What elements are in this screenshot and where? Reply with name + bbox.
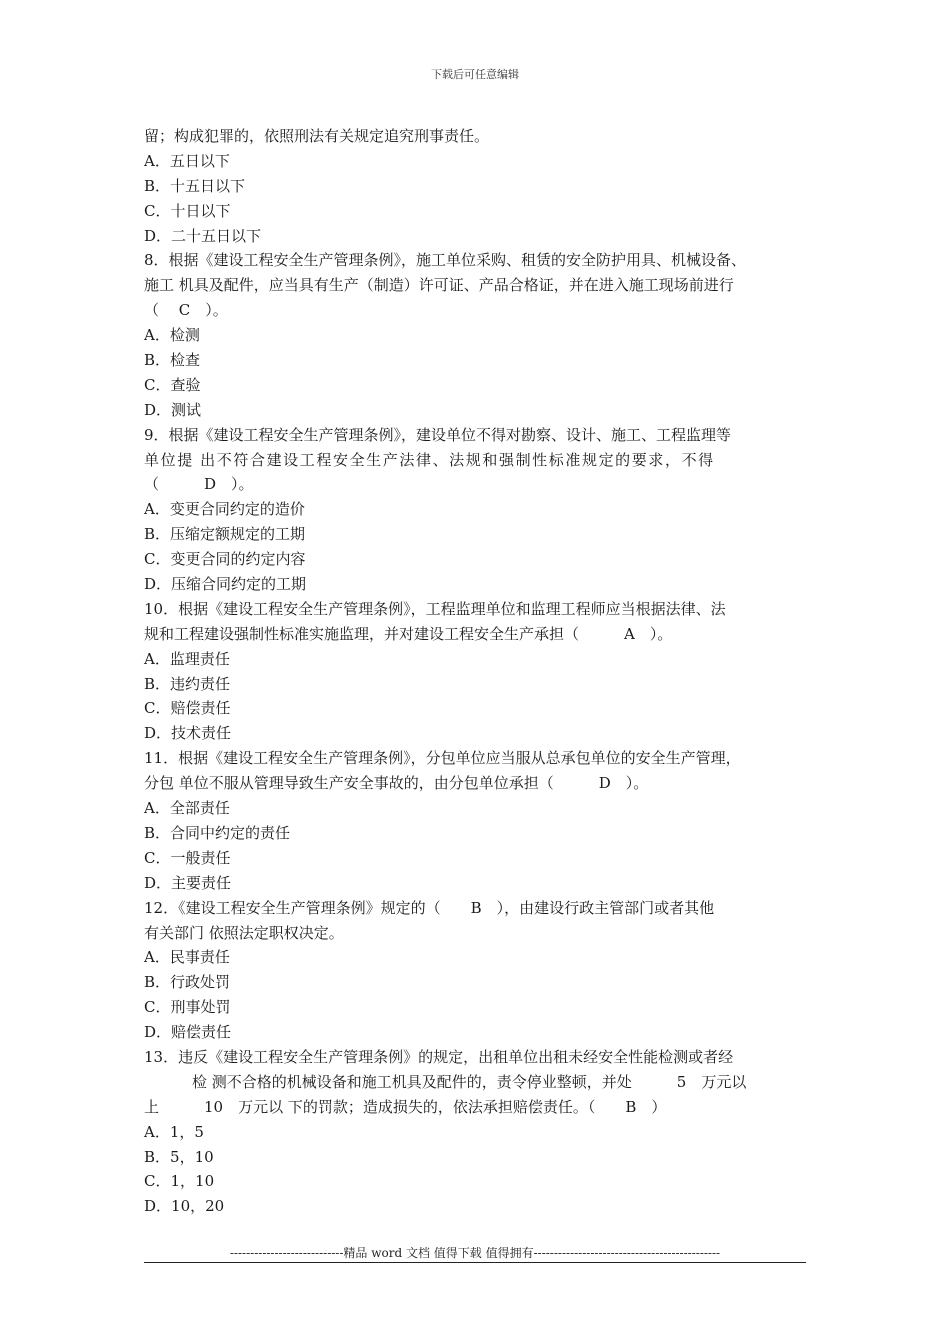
option-a: A．民事责任 — [144, 948, 230, 967]
option-a: A．检测 — [144, 326, 200, 345]
question-12-text: 12．《建设工程安全生产管理条例》规定的（ B ），由建设行政主管部门或者其他 — [144, 898, 715, 917]
question-13-text: 13．违反《建设工程安全生产管理条例》的规定，出租单位出租未经安全性能检测或者经 — [144, 1047, 734, 1066]
option-c: C．1，10 — [144, 1172, 215, 1191]
option-d: D．主要责任 — [144, 873, 232, 892]
option-a: A．1，5 — [144, 1122, 204, 1141]
option-c: C．变更合同的约定内容 — [144, 550, 306, 569]
question-8-text: 8．根据《建设工程安全生产管理条例》，施工单位采购、租赁的安全防护用具、机械设备、 — [144, 251, 747, 270]
question-10-text: 规和工程建设强制性标准实施监理，并对建设工程安全生产承担（ A ）。 — [144, 624, 673, 643]
option-b: B．合同中约定的责任 — [144, 823, 291, 842]
option-d: D．技术责任 — [144, 724, 232, 743]
option-d: D．压缩合同约定的工期 — [144, 575, 307, 594]
option-a: A．五日以下 — [144, 151, 230, 170]
option-b: B．违约责任 — [144, 674, 231, 693]
option-d: D．10，20 — [144, 1197, 225, 1216]
question-9-text: 9．根据《建设工程安全生产管理条例》，建设单位不得对勘察、设计、施工、工程监理等 — [144, 425, 732, 444]
question-10-text: 10．根据《建设工程安全生产管理条例》，工程监理单位和监理工程师应当根据法律、法 — [144, 599, 726, 618]
question-11-text: 分包 单位不服从管理导致生产安全事故的，由分包单位承担（ D ）。 — [144, 774, 649, 793]
option-d: D．测试 — [144, 400, 202, 419]
question-8-text: 施工 机具及配件，应当具有生产（制造）许可证、产品合格证，并在进入施工现场前进行 — [144, 276, 734, 295]
question-12-text: 有关部门 依照法定职权决定。 — [144, 923, 344, 942]
option-b: B．十五日以下 — [144, 176, 246, 195]
option-d: D．二十五日以下 — [144, 226, 262, 245]
question-13-text: 检 测不合格的机械设备和施工机具及配件的，责令停业整顿，并处 5 万元以 — [192, 1072, 747, 1091]
option-c: C．十日以下 — [144, 201, 231, 220]
option-c: C．查验 — [144, 375, 201, 394]
page-footer: ----------------------------精品 word 文档 值得下载 值得拥有---------------------------------------------- — [229, 1246, 721, 1260]
footer-divider — [144, 1262, 806, 1263]
question-13-text: 上 10 万元以 下的罚款；造成损失的，依法承担赔偿责任。（ B ） — [144, 1097, 667, 1116]
option-a: A．监理责任 — [144, 649, 230, 668]
question-8-answer: （ C ）。 — [144, 301, 228, 320]
option-b: B．检查 — [144, 351, 201, 370]
option-c: C．刑事处罚 — [144, 998, 231, 1017]
option-a: A．全部责任 — [144, 799, 230, 818]
option-c: C．一般责任 — [144, 848, 231, 867]
question-9-answer: （ D ）。 — [144, 475, 254, 494]
option-c: C．赔偿责任 — [144, 699, 231, 718]
option-b: B．行政处罚 — [144, 973, 231, 992]
page-header: 下载后可任意编辑 — [431, 68, 519, 81]
option-a: A．变更合同约定的造价 — [144, 500, 305, 519]
question-9-text: 单位提 出不符合建设工程安全生产法律、法规和强制性标准规定的要求，不得 — [144, 450, 715, 469]
document-body — [144, 124, 816, 1219]
option-b: B．5，10 — [144, 1147, 214, 1166]
text-line: 留；构成犯罪的，依照刑法有关规定追究刑事责任。 — [144, 127, 490, 145]
question-11-text: 11．根据《建设工程安全生产管理条例》，分包单位应当服从总承包单位的安全生产管理， — [144, 749, 741, 768]
option-d: D．赔偿责任 — [144, 1023, 232, 1042]
option-b: B．压缩定额规定的工期 — [144, 525, 306, 544]
